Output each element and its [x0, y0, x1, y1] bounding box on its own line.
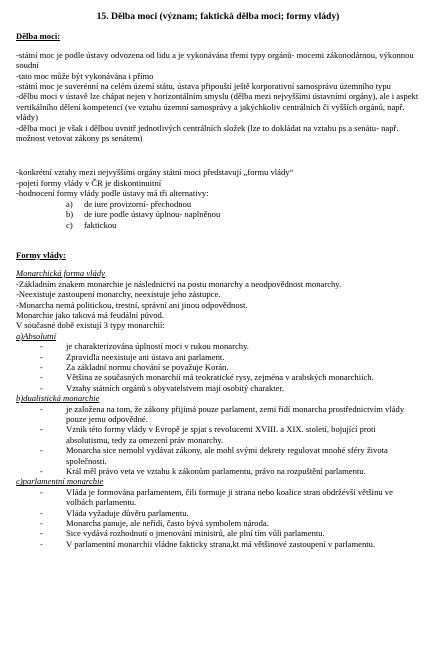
paragraph: -dělba moci je však i dělbou uvnitř jednotlivých centrálních složek (lze to dokládat na vztahu ps a senátu- např. možnost vetovat zákony ps senátem) [16, 122, 399, 144]
monarchy-paragraphs [16, 279, 420, 331]
paragraph: -pojetí formy vlády v ČR je diskontinuitní [16, 177, 162, 188]
section-heading-division: Dělba moci: [16, 31, 61, 42]
list-item: - Král měl právo veta ve vztahu k zákonům parlamentu, právo na rozpuštění parlamentu. [38, 466, 420, 476]
list-item [66, 220, 420, 230]
list-item: - Zpravidla neexistuje ani ústava ani parlament. [38, 352, 420, 362]
type-label-dualistic: b)dualistická monarchie [16, 393, 100, 404]
type-label-parliamentary: c)parlamentní monarchie [16, 476, 104, 487]
list-marker: a) [66, 198, 73, 209]
list-item-text: faktickou [84, 219, 117, 230]
form-of-government-paragraphs [16, 167, 420, 198]
list-item-text: de iure podle ústavy úplnou- naplněnou [84, 209, 221, 220]
list-item: - V parlamentní monarchii vládne fakticky strana,kt má většinové zastoupení v parlamentu. [38, 539, 420, 549]
list-item: - Monarcha panuje, ale neřídí, často bývá symbolem národa. [38, 518, 420, 528]
paragraph: V současné době existují 3 typy monarchií: [16, 320, 165, 331]
list-item: - Většina ze současných monarchií má teokratické rysy, zejména v arabských monarchiích. [38, 372, 420, 382]
paragraph: -konkrétní vztahy mezi nejvyššími orgány státní moci představují „formu vlády“ [16, 167, 294, 178]
list-marker: b) [66, 209, 74, 220]
page-title: 15. Dělba moci (význam; faktická dělba moci; formy vlády) [96, 11, 340, 22]
paragraph: -Monarcha nemá politickou, trestní, správní ani jinou odpovědnost. [16, 299, 248, 310]
section-heading-forms: Formy vlády: [16, 249, 66, 260]
absolute-monarchy-list [38, 341, 420, 393]
list-item: - Vláda je formována parlamentem, čili formuje ji strana nebo koalice stran obdržévší většinu ve volbách parlamentu. [38, 487, 420, 508]
list-item [66, 199, 420, 209]
list-item: - je založena na tom, že zákony přijímá pouze parlament, zemi řídí monarcha prostřednictvím vlády pouze jemu odpovědné. [38, 404, 420, 425]
dualistic-monarchy-list [38, 404, 420, 477]
list-item: - Za základní normu chování se považuje Korán. [38, 362, 420, 372]
list-item: - Vztahy státních orgánů s obyvatelstvem mají osobitý charakter. [38, 383, 420, 393]
subheading-monarchy: Monarchická forma vlády [16, 268, 105, 279]
division-paragraphs [16, 50, 420, 144]
paragraph: -dělbu moci v ústavě lze chápat nejen v horizontálním smyslu (dělba mezi nejvyššími ústavními orgány), ale i aspekt vertikálního dělení kompetencí (ve vztahu územní samosprávy a jakýchkoliv centrálních či vyšších orgánů, např. vlády) [16, 91, 419, 123]
list-item: - Monarcha sice nemohl vydávat zákony, ale mohl svými dekrety regulovat mnohé sféry života společnosti. [38, 445, 420, 466]
paragraph: -Základním znakem monarchie je následnictví na postu monarchy a neodpovědnost monarchy. [16, 278, 342, 289]
type-label-absolute: a)Absolutní [16, 330, 57, 341]
list-marker: c) [66, 219, 73, 230]
list-item [66, 209, 420, 219]
paragraph: -Neexistuje zastoupení monarchy, neexistuje jeho zástupce. [16, 289, 221, 300]
list-item: - je charakterizována úplností moci v rukou monarchy. [38, 341, 420, 351]
list-item: - Vláda vyžaduje důvěru parlamentu. [38, 508, 420, 518]
paragraph: -tato moc může být vykonávána i přímo [16, 70, 154, 81]
list-item-text: de iure provizorní- přechodnou [84, 198, 192, 209]
alternatives-list [66, 199, 420, 230]
paragraph: -státní moc je podle ústavy odvozena od lidu a je vykonávána třemi typy orgánů- mocemi zákonodárnou, výkonnou soudní [16, 49, 414, 71]
parliamentary-monarchy-list [38, 487, 420, 549]
list-item: - Vznik této formy vlády v Evropě je spjat s revolucemi XVIII. a XIX. století, bojující proti absolutismu, tedy za omezení práv monarchy. [38, 424, 420, 445]
paragraph: Monarchie jako taková má feudální původ. [16, 309, 164, 320]
paragraph: -státní moc je suverénní na celém území státu, ústava připouští ještě korporativní samosprávu územního typu [16, 81, 391, 92]
paragraph: -hodnocení formy vlády podle ústavy má tři alternativy: [16, 188, 209, 199]
list-item: - Sice vydává rozhodnutí o jmenování ministrů, ale plní tím vůli parlamentu. [38, 528, 420, 538]
